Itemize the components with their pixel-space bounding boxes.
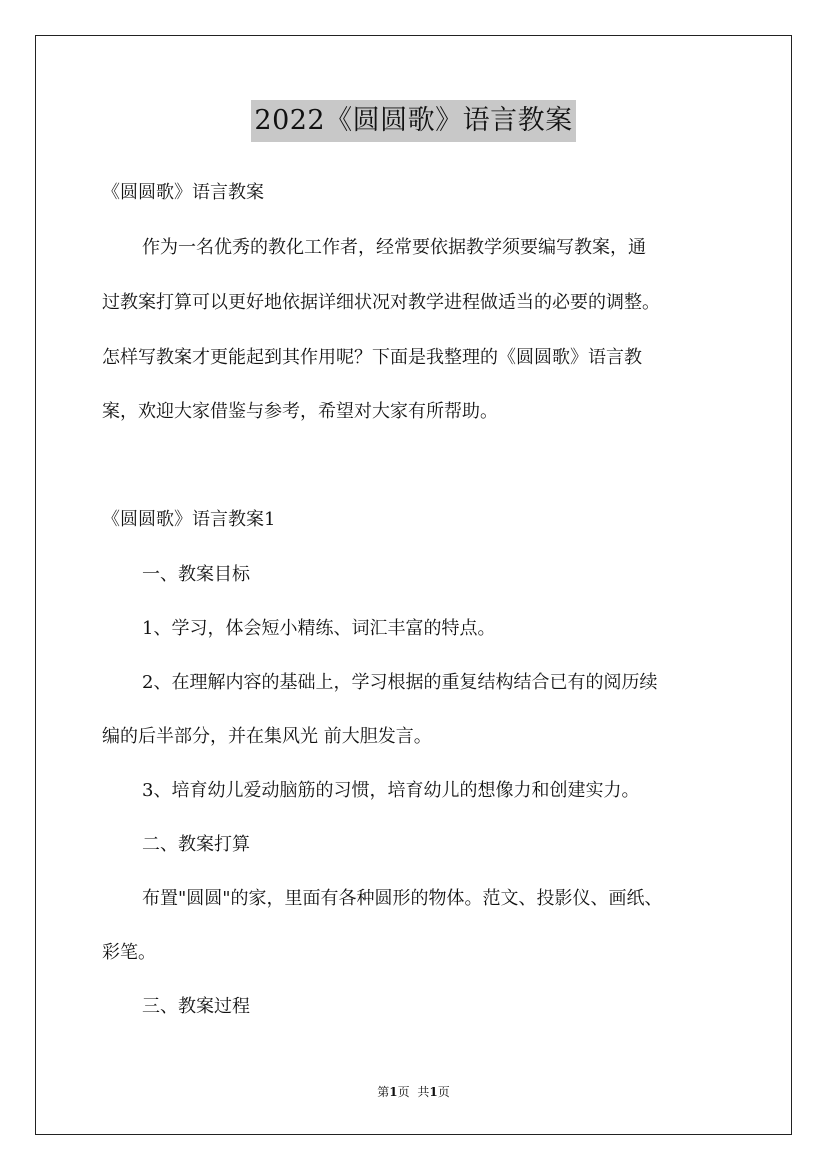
total-pages: 1	[429, 1085, 438, 1099]
intro-line-3: 怎样写教案才更能起到其作用呢？下面是我整理的《圆圆歌》语言教	[102, 347, 642, 368]
total-prefix: 共	[417, 1085, 430, 1099]
objective-2-line-2: 编的后半部分，并在集风光 前大胆发言。	[102, 726, 432, 747]
page-label-prefix: 第	[377, 1085, 390, 1099]
total-suffix: 页	[437, 1085, 450, 1099]
heading-objectives: 一、教案目标	[142, 564, 250, 585]
preparation-line-2: 彩笔。	[102, 942, 156, 963]
objective-1: 1、学习，体会短小精练、词汇丰富的特点。	[142, 618, 496, 639]
intro-line-4: 案，欢迎大家借鉴与参考，希望对大家有所帮助。	[102, 401, 498, 422]
intro-line-1: 作为一名优秀的教化工作者，经常要依据教学须要编写教案，通	[142, 237, 646, 258]
title-wrap	[0, 100, 827, 142]
subtitle-line: 《圆圆歌》语言教案	[102, 182, 264, 203]
page-label-suffix: 页	[397, 1085, 410, 1099]
document-title: 2022《圆圆歌》语言教案	[251, 100, 575, 142]
page-number: 1	[389, 1085, 398, 1099]
section-heading: 《圆圆歌》语言教案1	[102, 509, 276, 530]
preparation-line-1: 布置"圆圆"的家，里面有各种圆形的物体。范文、投影仪、画纸、	[142, 888, 663, 909]
intro-line-2: 过教案打算可以更好地依据详细状况对教学进程做适当的必要的调整。	[102, 292, 660, 313]
objective-2-line-1: 2、在理解内容的基础上，学习根据的重复结构结合已有的阅历续	[142, 672, 658, 693]
heading-preparation: 二、教案打算	[142, 834, 250, 855]
objective-3: 3、培育幼儿爱动脑筋的习惯，培育幼儿的想像力和创建实力。	[142, 780, 640, 801]
page-footer	[0, 1084, 827, 1100]
heading-process: 三、教案过程	[142, 996, 250, 1017]
